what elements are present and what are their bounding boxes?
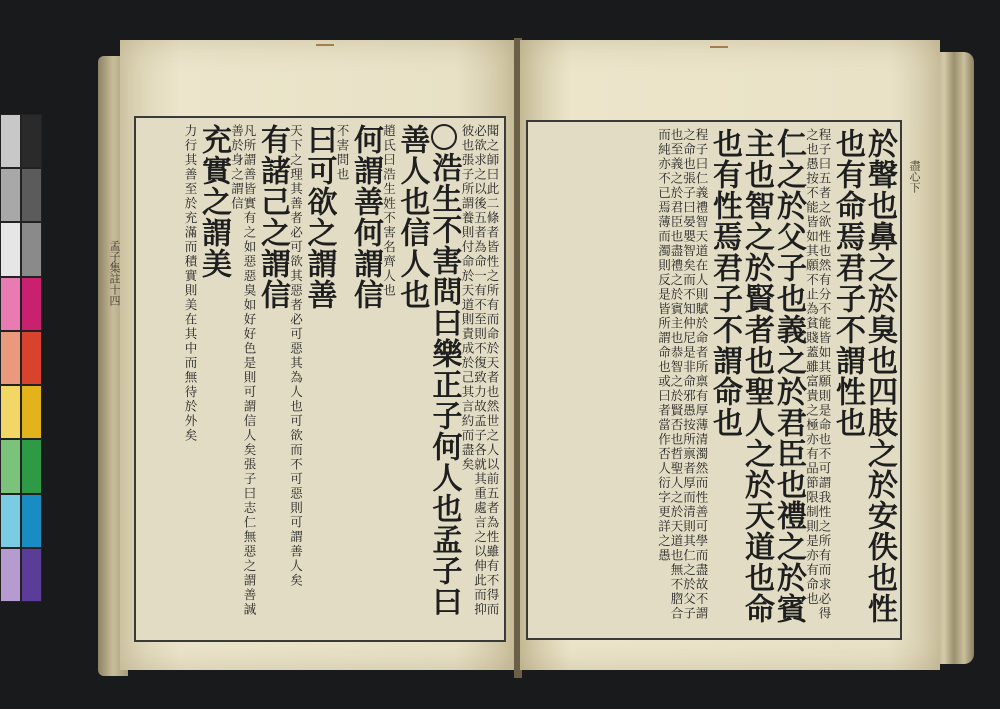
right-text-frame (526, 120, 902, 640)
checker-swatch (21, 494, 42, 548)
main-text: 浩生不害問曰樂正子何人也孟子曰 (426, 152, 462, 617)
commentary-column: 力行其善至於充滿而積實則美在其中而無待於外矣 (183, 124, 198, 443)
commentary-column: 不害問也 (335, 124, 350, 182)
commentary-column: 凡所謂善皆實有之如惡惡臭如好好色是則可謂信人矣張子曰志仁無惡之謂善誠善於身之謂信 (229, 124, 257, 617)
checker-swatch (21, 439, 42, 493)
left-page (108, 40, 516, 670)
main-text: 於聲也鼻之於臭也四肢之於安佚也性 (862, 128, 897, 624)
checker-swatch (21, 222, 42, 276)
main-text: 有諸己之謂信 (255, 124, 290, 310)
checker-swatch (0, 222, 21, 276)
main-text-column (862, 128, 897, 632)
main-text-column (301, 124, 337, 634)
main-text-column (255, 124, 290, 634)
section-mark-circle (431, 124, 457, 150)
main-text-column (196, 124, 231, 634)
commentary-column: 程子曰五者之欲性也然有分不能皆如其願則是命也不可謂我性之所有而求必得之也愚按不能皆如其願不止為貧賤蓋雖富貴之極亦有品節限制則是亦有命也 (804, 128, 832, 621)
left-gutter-label: 孟子集註十四 (108, 240, 121, 306)
main-text-column (394, 124, 430, 634)
main-text-column (771, 128, 806, 632)
main-text: 主也智之於賢者也聖人之於天道也命 (739, 128, 774, 624)
binding-thread (710, 46, 728, 48)
checker-swatch (21, 277, 42, 331)
right-gutter-label: 盡心下 (908, 160, 921, 193)
main-text-column (830, 128, 865, 632)
checker-swatch (0, 277, 21, 331)
commentary-column: 天下之理其善者必可欲其惡者必可惡其為人也可欲而不可惡則可謂善人矣 (288, 124, 304, 588)
main-text-column (426, 124, 462, 634)
left-text-frame (134, 116, 506, 642)
commentary-column: 程子曰仁義禮智天道在人則賦於命者所禀有厚薄清濁然而性善可學而盡故不謂之命也張子曰晏嬰智矣而不知仲尼是非命邪愚按所禀者厚而清則其仁之於父子也至義之於君臣也盡禮之於賓主也恭智之於賢否也哲聖人之於天道也無不脗合而純亦不已焉薄而濁則反是皆所謂命也或曰者當作否人衍字更詳之愚 (656, 128, 709, 621)
checker-swatch (0, 168, 21, 222)
checker-swatch (21, 548, 42, 602)
open-book (98, 38, 974, 678)
main-text-column (707, 128, 742, 632)
checker-swatch (21, 114, 42, 168)
main-text: 也有性焉君子不謂命也 (707, 128, 742, 438)
checker-swatch (0, 494, 21, 548)
main-text: 善人也信人也 (394, 124, 430, 310)
right-page (520, 40, 940, 670)
checker-swatch (0, 385, 21, 439)
binding-thread (316, 44, 334, 46)
commentary-column: 趙氏曰浩生姓不害名齊人也 (381, 124, 397, 298)
main-text: 仁之於父子也義之於君臣也禮之於賓 (771, 128, 806, 624)
book-right-edge (934, 52, 974, 664)
color-checker (0, 114, 42, 602)
main-text-column (348, 124, 383, 634)
main-text: 充實之謂美 (196, 124, 231, 279)
checker-swatch (0, 114, 21, 168)
checker-swatch (0, 331, 21, 385)
main-text: 何謂善何謂信 (348, 124, 383, 310)
checker-swatch (0, 439, 21, 493)
main-text-column (739, 128, 774, 632)
checker-swatch (0, 548, 21, 602)
checker-swatch (21, 168, 42, 222)
checker-swatch (21, 385, 42, 439)
commentary-column: 聞之師曰此二條者皆性之所有而命於天者也然世之人以前五者為性雖有不得而必欲求之以後五者為命一有不至則不復致力故孟子各就其重處言之以伸此而抑彼也張子所謂養則付命於天道則責成於己其言約而盡矣 (460, 124, 500, 617)
main-text: 也有命焉君子不謂性也 (830, 128, 865, 438)
main-text: 曰可欲之謂善 (301, 124, 337, 310)
checker-swatch (21, 331, 42, 385)
